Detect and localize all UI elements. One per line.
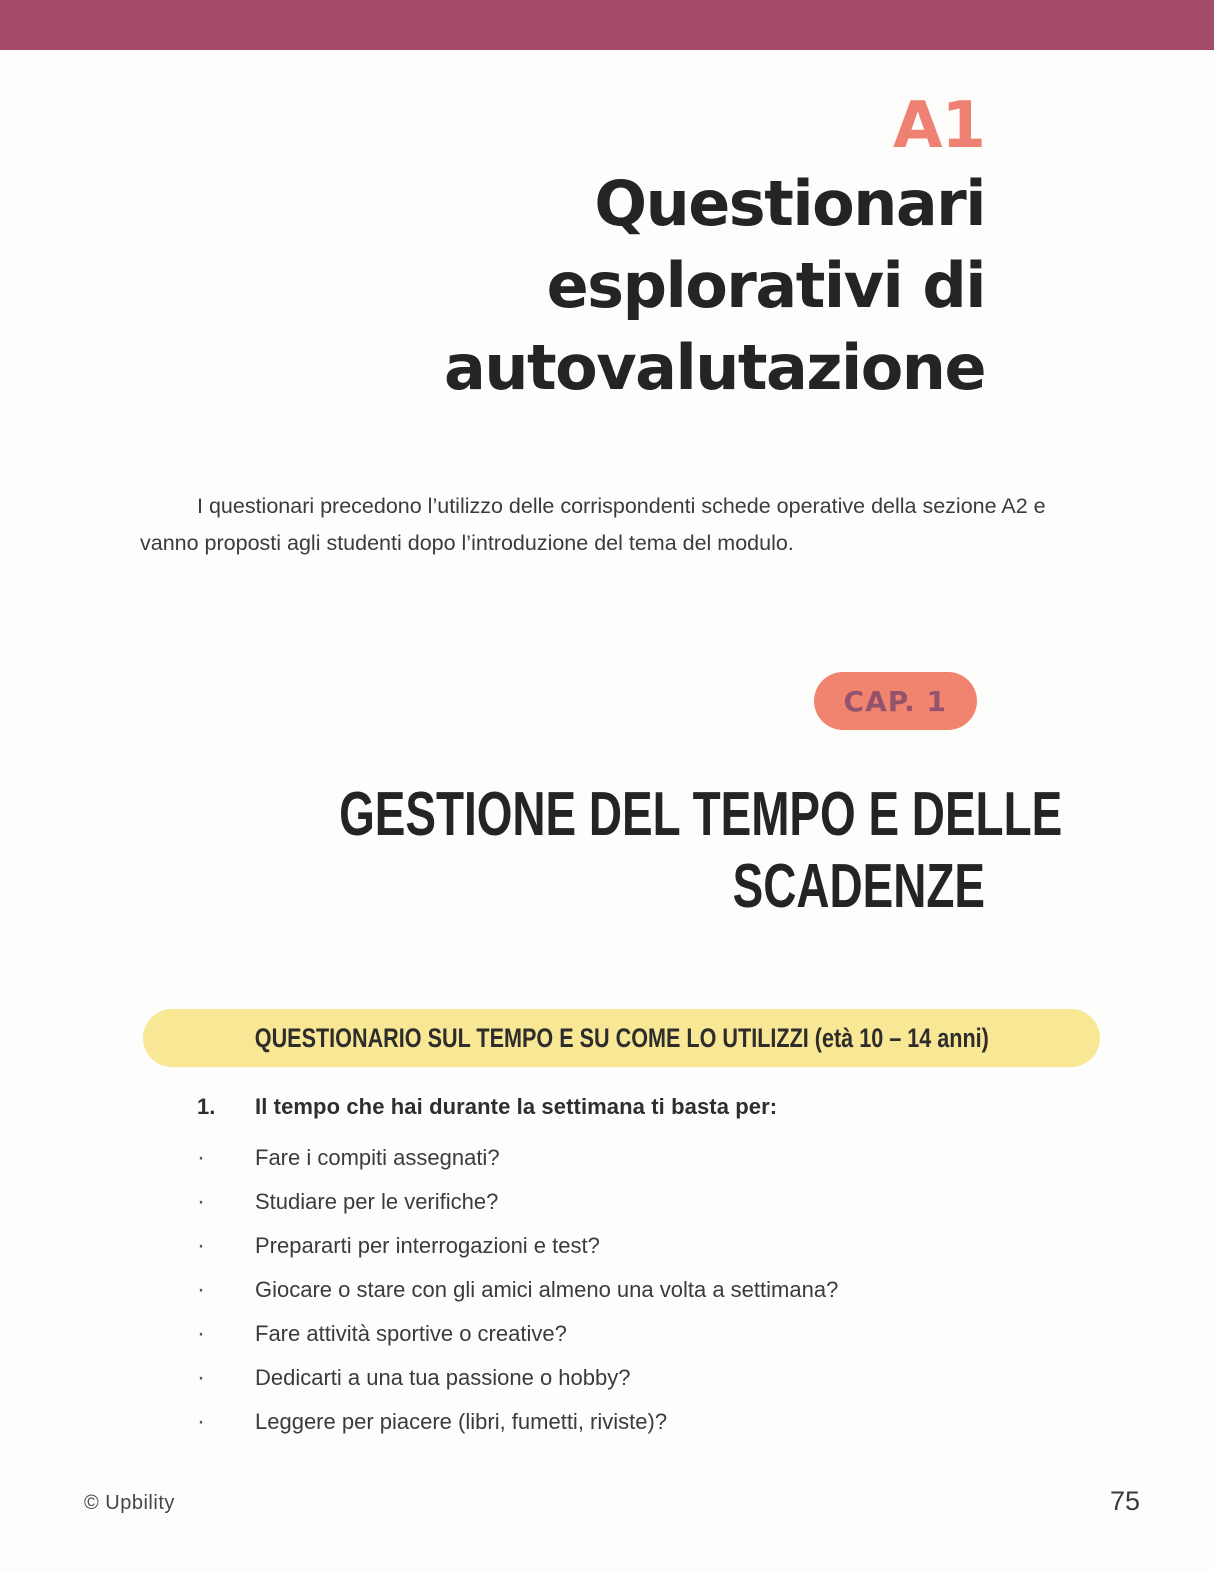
copyright-text: © Upbility — [84, 1492, 175, 1514]
bullet-text: Fare i compiti assegnati? — [255, 1145, 500, 1170]
bullet-list — [197, 1146, 1117, 1434]
list-item — [197, 1278, 1117, 1302]
list-item — [197, 1234, 1117, 1258]
page-title-line-1: Questionari — [594, 167, 985, 240]
list-item — [197, 1322, 1117, 1346]
page-title-line-3: autovalutazione — [444, 331, 985, 404]
list-item — [197, 1146, 1117, 1170]
list-item — [197, 1190, 1117, 1214]
list-item — [197, 1366, 1117, 1390]
bullet-text: Leggere per piacere (libri, fumetti, riviste)? — [255, 1409, 668, 1434]
bullet-dot-icon: · — [197, 1320, 205, 1347]
section-title-line-2: SCADENZE — [732, 852, 985, 921]
question-text: Il tempo che hai durante la settimana ti basta per: — [255, 1094, 778, 1119]
bullet-dot-icon: · — [197, 1408, 205, 1435]
section-title-line-1: GESTIONE DEL TEMPO E DELLE — [339, 780, 1063, 849]
questionnaire-banner-label: QUESTIONARIO SUL TEMPO E SU COME LO UTILIZZI (età 10 – 14 anni) — [254, 1022, 989, 1053]
page-label: A1 — [892, 89, 985, 163]
page-title-line-2: esplorativi di — [546, 249, 985, 322]
question-number: 1. — [197, 1094, 216, 1119]
bullet-dot-icon: · — [197, 1276, 205, 1303]
bullet-text: Studiare per le verifiche? — [255, 1189, 499, 1214]
bullet-dot-icon: · — [197, 1232, 205, 1259]
questionnaire-banner — [143, 1009, 1100, 1067]
chapter-badge — [814, 672, 977, 730]
intro-paragraph: I questionari precedono l’utilizzo delle corrispondenti schede operative della sezione A2 e vanno proposti agli studenti dopo l’introduzione del tema del modulo. — [140, 494, 1046, 555]
chapter-badge-label: CAP. 1 — [843, 684, 947, 718]
bullet-dot-icon: · — [197, 1188, 205, 1215]
bullet-text: Dedicarti a una tua passione o hobby? — [255, 1365, 631, 1390]
bullet-text: Fare attività sportive o creative? — [255, 1321, 567, 1346]
bullet-text: Giocare o stare con gli amici almeno una volta a settimana? — [255, 1277, 839, 1302]
question-item — [197, 1092, 1107, 1122]
list-item — [197, 1410, 1117, 1434]
page-title — [285, 163, 985, 409]
bullet-text: Prepararti per interrogazioni e test? — [255, 1233, 600, 1258]
page-number: 75 — [1109, 1486, 1140, 1516]
bullet-dot-icon: · — [197, 1364, 205, 1391]
bullet-dot-icon: · — [197, 1144, 205, 1171]
section-title — [85, 779, 1063, 923]
top-color-bar — [0, 0, 1214, 50]
